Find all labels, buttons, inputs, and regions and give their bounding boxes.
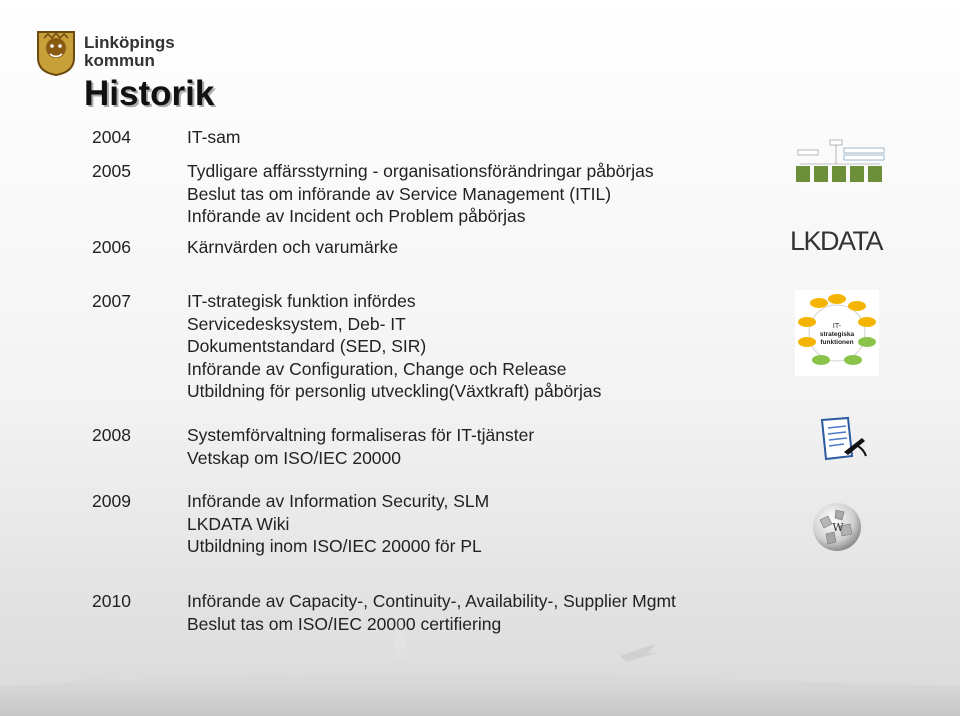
logo-line-2: kommun — [84, 51, 155, 70]
linkopings-kommun-logo — [34, 28, 175, 76]
entry-line: Beslut tas om ISO/IEC 20000 certifiering — [187, 613, 502, 634]
year-label: 2010 — [92, 591, 131, 611]
year-label: 2006 — [92, 237, 131, 257]
entry-line: IT-strategisk funktion infördes — [187, 291, 416, 311]
entry-line: Utbildning för personlig utveckling(Växtkraft) påbörjas — [187, 381, 602, 401]
year-label: 2009 — [92, 491, 131, 511]
entry-line: Införande av Information Security, SLM — [187, 491, 490, 511]
entry-line: Systemförvaltning formaliseras för IT-tjänster — [187, 425, 535, 445]
entry-line: Införande av Capacity-, Continuity-, Availability-, Supplier Mgmt — [187, 591, 676, 611]
diagram-center-line-1: IT- — [832, 323, 842, 330]
entry-line: Tydligare affärsstyrning - organisationsförändringar påbörjas — [187, 161, 654, 181]
diagram-center-line-3: funktionen — [820, 339, 854, 346]
year-label: 2005 — [92, 161, 131, 181]
document-pen-icon — [818, 416, 868, 462]
lkdata-logo: LKDATA — [790, 226, 883, 256]
year-label: 2004 — [92, 127, 131, 147]
entry-line: Beslut tas om införande av Service Management (ITIL) — [187, 183, 612, 204]
entry-line: Vetskap om ISO/IEC 20000 — [187, 447, 402, 468]
entry-line: Införande av Configuration, Change och Release — [187, 358, 567, 379]
entry-line: Införande av Incident och Problem påbörjas — [187, 206, 526, 226]
it-strategy-diagram — [795, 290, 879, 376]
wikipedia-globe-icon — [810, 500, 864, 554]
lion-crest-icon — [34, 28, 78, 76]
svg-text:W: W — [832, 521, 844, 534]
diagram-center-line-2: strategiska — [819, 331, 855, 338]
page-title: Historik — [84, 74, 215, 113]
entry-line: Kärnvärden och varumärke — [187, 237, 399, 257]
org-chart-icon — [794, 138, 886, 188]
entry-line: Dokumentstandard (SED, SIR) — [187, 336, 427, 356]
entry-line: Utbildning inom ISO/IEC 20000 för PL — [187, 536, 482, 556]
logo-line-1: Linköpings — [84, 33, 175, 52]
city-skyline-icon — [0, 560, 960, 716]
entry-line: LKDATA Wiki — [187, 513, 290, 534]
entry-line: Servicedesksystem, Deb- IT — [187, 313, 406, 334]
year-label: 2007 — [92, 291, 131, 311]
entry-line: IT-sam — [187, 127, 241, 147]
year-label: 2008 — [92, 425, 131, 445]
